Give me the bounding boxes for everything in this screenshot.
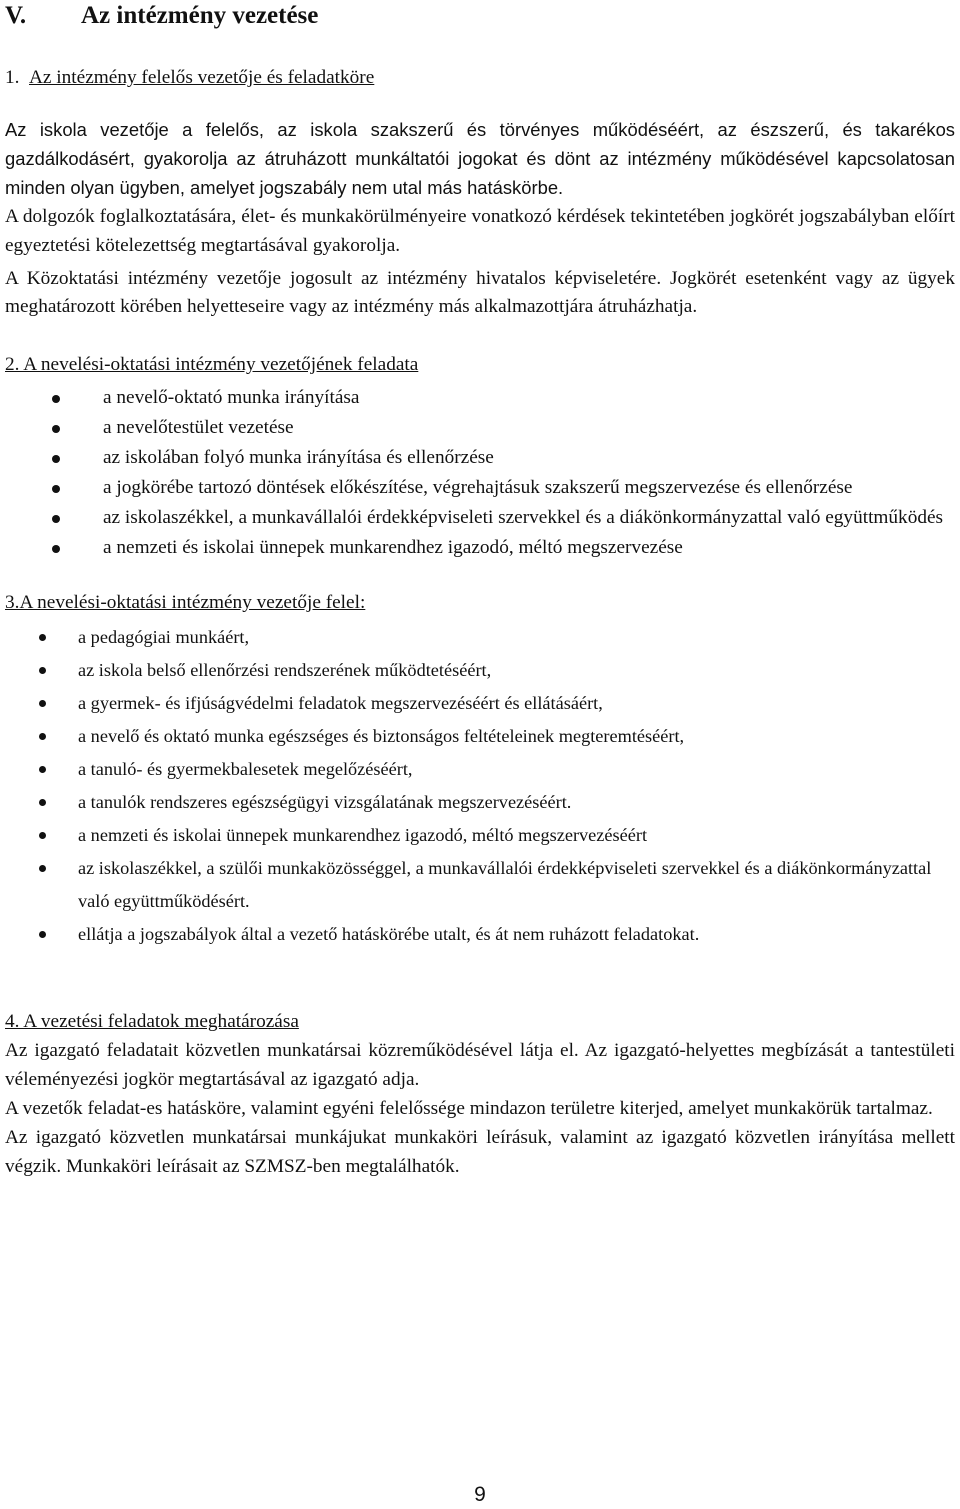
list-item: az iskolában folyó munka irányítása és ellenőrzése (5, 443, 955, 473)
section-4-paragraph-2: A vezetők feladat-es hatásköre, valamint egyéni felelőssége mindazon területre kiterjed, amelyet munkakörük tartalmaz. (5, 1098, 933, 1119)
section-1-number: 1. (5, 67, 20, 88)
list-item: a tanulók rendszeres egészségügyi vizsgálatának megszervezéséért. (5, 786, 955, 819)
section-4-paragraph-3: Az igazgató közvetlen munkatársai munkájukat munkaköri leírásuk, valamint az igazgató közvetlen irányítása mellett végzik. Munkaköri leírásait az SZMSZ-ben megtalálhatók. (5, 1127, 955, 1177)
section-1-paragraph-1: Az iskola vezetője a felelős, az iskola szakszerű és törvényes működéséért, az észszerű, és takarékos gazdálkodásért, gyakorolja az átruházott munkáltatói jogokat és dönt az intézmény működésével kapcsolatosan minden olyan ügyben, amelyet jogszabály nem utal más hatáskörbe. (5, 119, 955, 198)
section-3-heading: 3.A nevelési-oktatási intézmény vezetője felel: (5, 592, 366, 613)
list-item: ellátja a jogszabályok által a vezető hatáskörébe utalt, és át nem ruházott feladatokat. (5, 918, 955, 951)
list-item: az iskolaszékkel, a munkavállalói érdekképviseleti szervekkel és a diákönkormányzattal való együttműködés (5, 503, 955, 533)
section-4-paragraph-1: Az igazgató feladatait közvetlen munkatársai közreműködésével látja el. Az igazgató-helyettes megbízását a tantestületi véleményezési jogkör megtartásával az igazgató adja. (5, 1040, 955, 1090)
chapter-heading (5, 0, 955, 29)
section-1-heading (5, 63, 955, 92)
page-number: 9 (474, 1483, 486, 1506)
list-item: a gyermek- és ifjúságvédelmi feladatok megszervezéséért és ellátásáért, (5, 687, 955, 720)
list-item: az iskolaszékkel, a szülői munkaközösséggel, a munkavállalói érdekképviseleti szervekkel és a diákönkormányzattal való együttműködésért. (5, 852, 955, 918)
section-1-paragraph-3: A Közoktatási intézmény vezetője jogosult az intézmény hivatalos képviseletére. Jogkörét esetenként vagy az ügyek meghatározott körében helyetteseire vagy az intézmény más alkalmazottjára átruházhatja. (5, 268, 955, 317)
section-4-body (5, 1036, 955, 1181)
chapter-title: Az intézmény vezetése (81, 2, 319, 29)
section-2-list (5, 383, 955, 563)
section-1-body (5, 115, 955, 321)
list-item: a jogkörébe tartozó döntések előkészítése, végrehajtásuk szakszerű megszervezése és ellenőrzése (5, 473, 955, 503)
list-item: a nevelő-oktató munka irányítása (5, 383, 955, 413)
list-item: a pedagógiai munkáért, (5, 621, 955, 654)
document-page (5, 0, 955, 1181)
list-item: a nevelő és oktató munka egészséges és biztonságos feltételeinek megteremtéséért, (5, 720, 955, 753)
list-item: a nevelőtestület vezetése (5, 413, 955, 443)
list-item: a nemzeti és iskolai ünnepek munkarendhez igazodó, méltó megszervezése (5, 533, 955, 563)
chapter-number: V. (5, 2, 27, 29)
section-3-list (5, 621, 955, 951)
list-item: a tanuló- és gyermekbalesetek megelőzéséért, (5, 753, 955, 786)
list-item: a nemzeti és iskolai ünnepek munkarendhez igazodó, méltó megszervezéséért (5, 819, 955, 852)
section-4-heading: 4. A vezetési feladatok meghatározása (5, 1011, 299, 1032)
list-item: az iskola belső ellenőrzési rendszerének működtetéséért, (5, 654, 955, 687)
section-2-heading: 2. A nevelési-oktatási intézmény vezetőjének feladata (5, 354, 419, 375)
section-1-title: Az intézmény felelős vezetője és feladatköre (29, 67, 375, 88)
section-1-paragraph-2: A dolgozók foglalkoztatására, élet- és munkakörülményeire vonatkozó kérdések tekintetében jogkörét jogszabályban előírt egyeztetési kötelezettség megtartásával gyakorolja. (5, 206, 955, 256)
